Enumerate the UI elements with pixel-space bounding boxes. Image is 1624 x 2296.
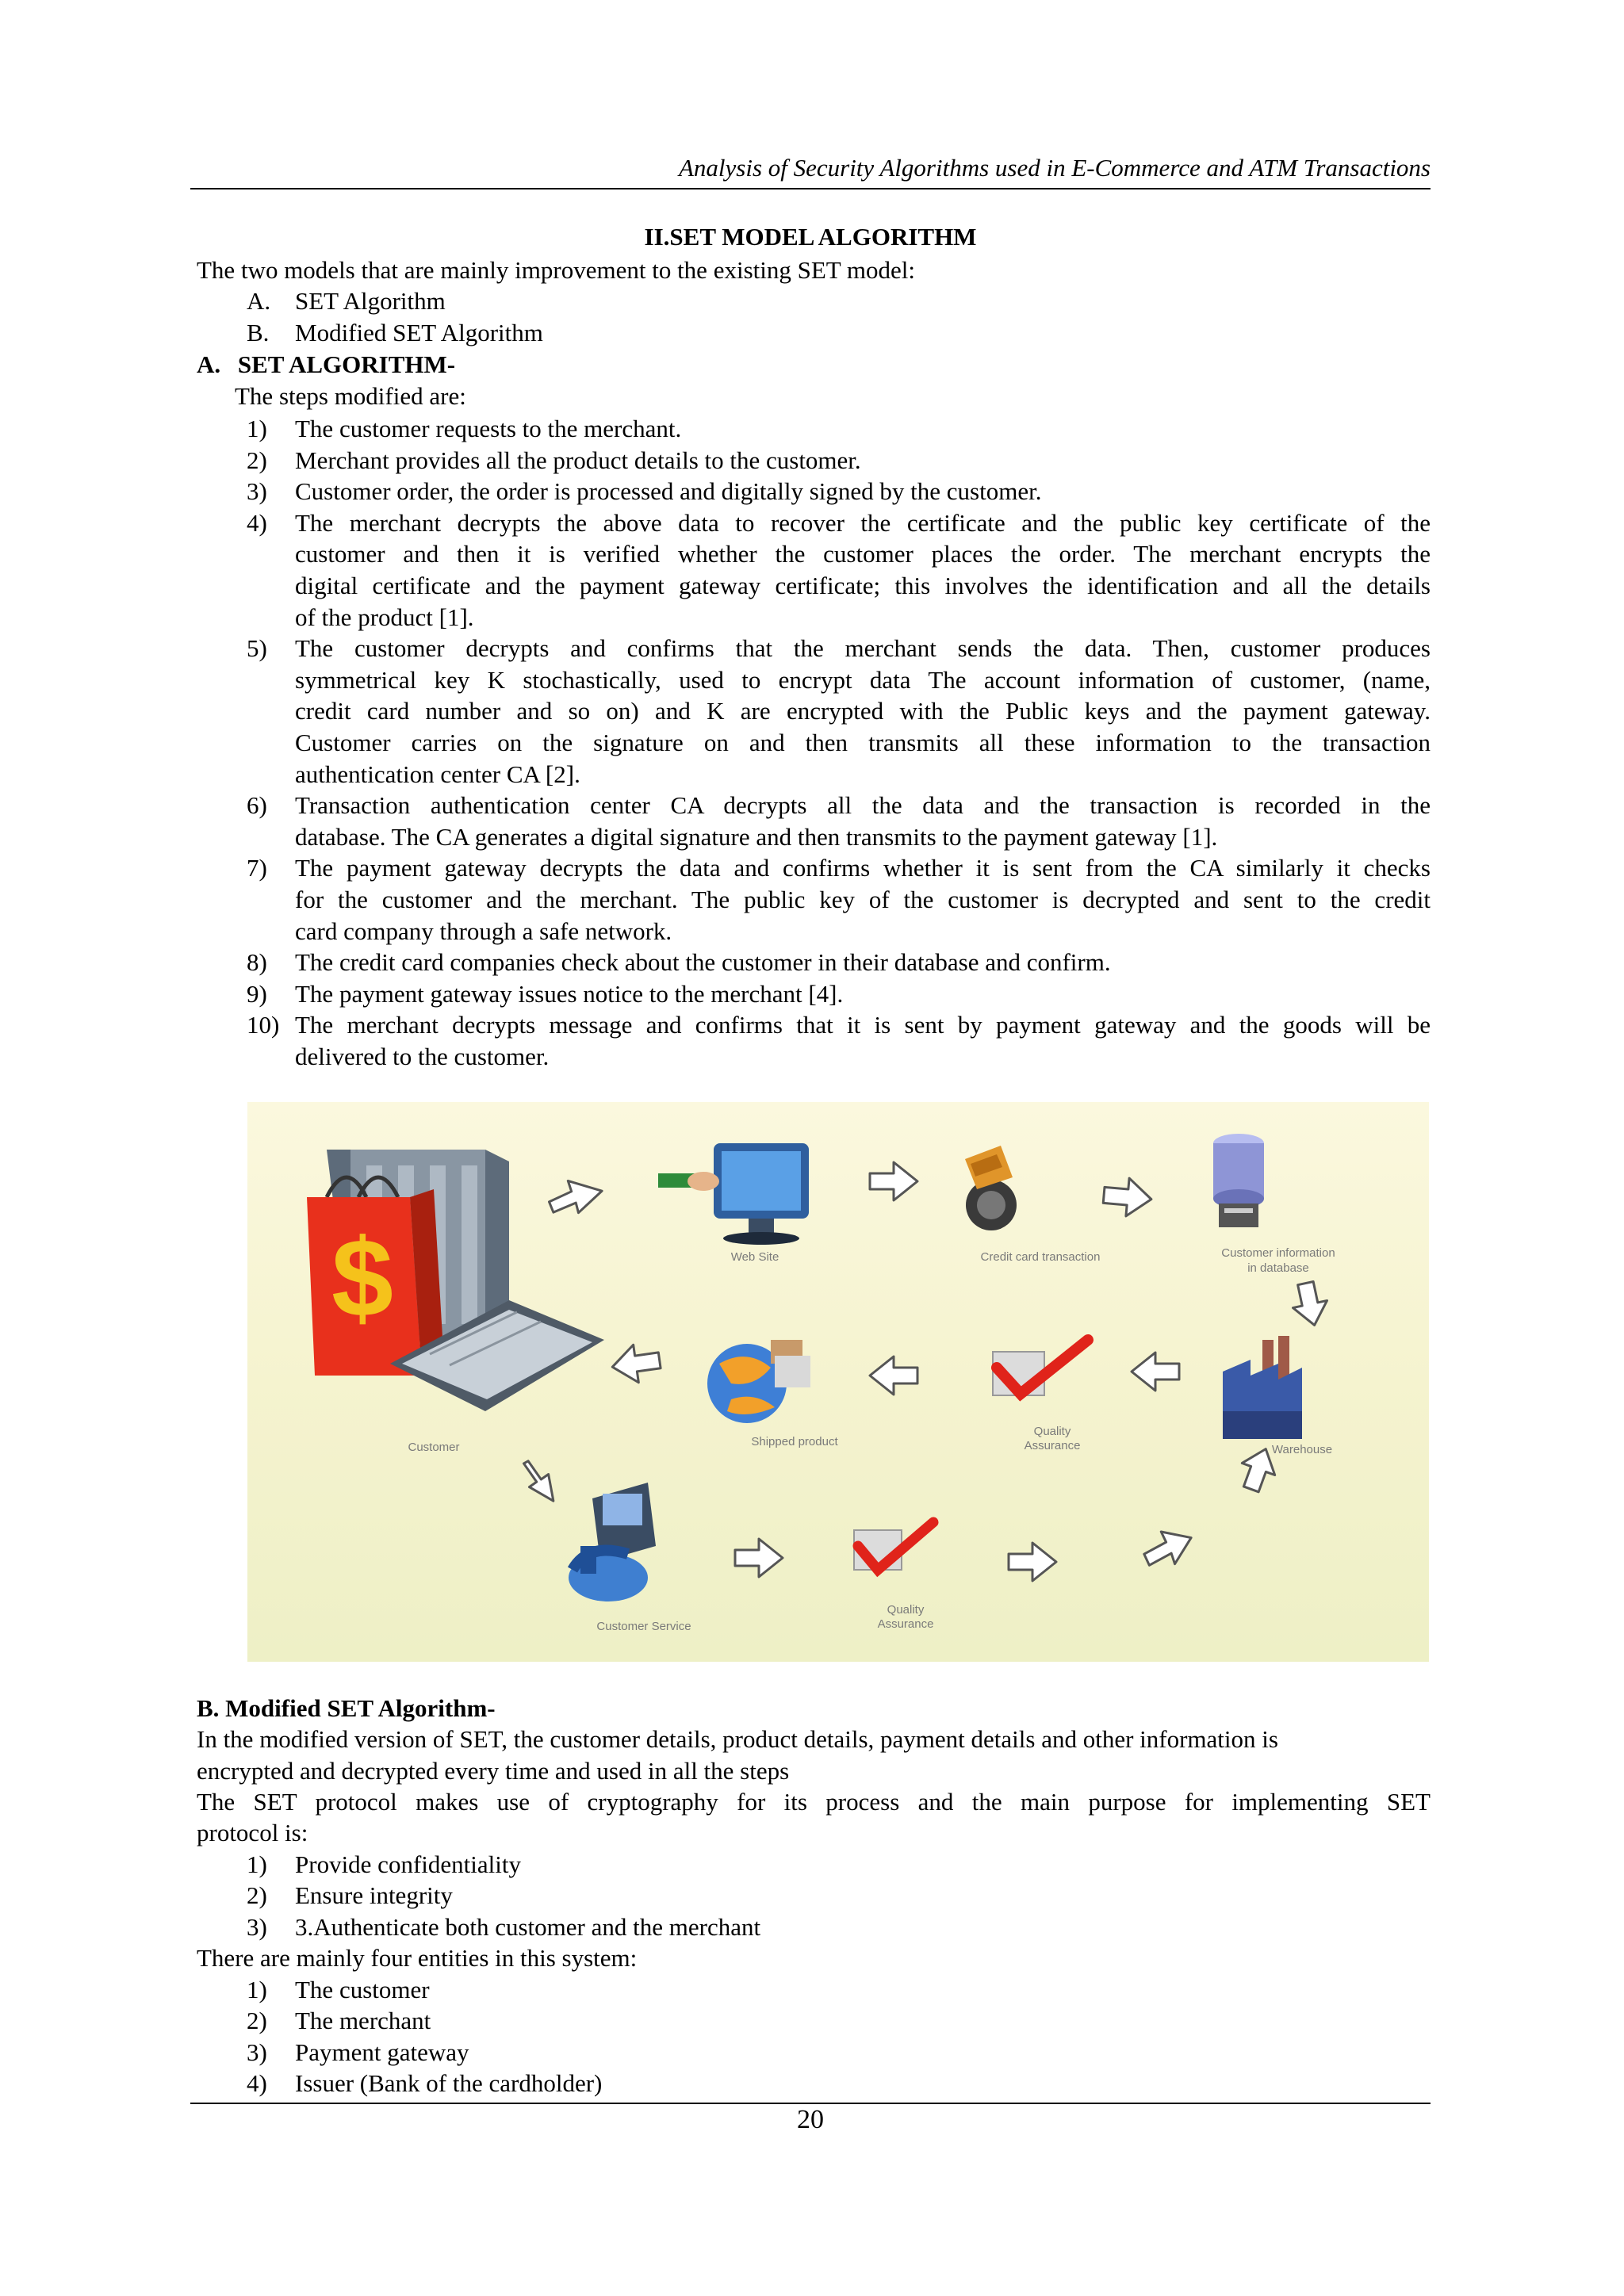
step-text: credit card number and so on) and K are encrypted with the Public keys and the payment gateway. — [295, 697, 1431, 725]
step-text: Merchant provides all the product details to the customer. — [295, 446, 861, 474]
subsection-a-heading — [197, 349, 455, 381]
step-number: 8) — [247, 948, 267, 977]
heading-text: SET ALGORITHM- — [237, 350, 456, 378]
step-number: 2) — [247, 446, 267, 474]
step-text: Transaction authentication center CA decrypts all the data and the transaction is recorded in the — [295, 791, 1431, 820]
svg-text:$: $ — [331, 1215, 393, 1340]
label-assurance-bottom: Assurance — [877, 1617, 934, 1631]
label-warehouse: Warehouse — [1271, 1443, 1333, 1456]
label-quality-bottom: Quality — [887, 1603, 925, 1617]
step-text: customer and then it is verified whether the customer places the order. The merchant encrypts the — [295, 540, 1431, 568]
arrow-down-icon — [1289, 1280, 1331, 1329]
step-text: The credit card companies check about the customer in their database and confirm. — [295, 948, 1111, 977]
arrow-right-icon — [1102, 1176, 1153, 1218]
step-text: database. The CA generates a digital signature and then transmits to the payment gateway [1]. — [295, 822, 1218, 851]
checkmark-icon — [854, 1522, 933, 1570]
step-text: Customer carries on the signature on and then transmits all these information to the transaction — [295, 729, 1431, 756]
list-item-text: Payment gateway — [295, 2038, 469, 2066]
step-number: 7) — [247, 854, 267, 882]
arrow-left-icon — [610, 1341, 662, 1386]
step-number: 6) — [247, 791, 267, 820]
step-text: symmetrical key K stochastically, used to encrypt data The account information of customer, (name, — [295, 665, 1431, 694]
label-customer-info-2: in database — [1247, 1261, 1309, 1275]
label-web-site: Web Site — [730, 1250, 779, 1264]
subsection-a-lead: The steps modified are: — [235, 382, 466, 410]
running-header: Analysis of Security Algorithms used in E-Commerce and ATM Transactions — [678, 154, 1431, 182]
database-icon — [1213, 1134, 1264, 1227]
step-number: 9) — [247, 979, 267, 1008]
label-assurance-mid: Assurance — [1024, 1439, 1081, 1452]
list-item-text: Provide confidentiality — [295, 1850, 521, 1878]
paragraph-line: In the modified version of SET, the customer details, product details, payment details and other information is — [197, 1725, 1278, 1753]
step-text: The merchant decrypts the above data to recover the certificate and the public key certificate of the — [295, 508, 1431, 537]
section-title: II.SET MODEL ALGORITHM — [644, 223, 977, 251]
subsection-b-heading: B. Modified SET Algorithm- — [197, 1694, 496, 1722]
list-marker: A. — [247, 287, 271, 315]
label-customer-service: Customer Service — [596, 1620, 691, 1633]
list-item-text: Modified SET Algorithm — [295, 319, 543, 346]
step-text: The payment gateway issues notice to the merchant [4]. — [295, 979, 844, 1008]
credit-card-icon — [965, 1146, 1017, 1230]
heading-label: A. — [197, 350, 221, 378]
list-marker: 2) — [247, 2007, 267, 2034]
paragraph-line: protocol is: — [197, 1819, 308, 1846]
paragraph-line: encrypted and decrypted every time and used in all the steps — [197, 1757, 790, 1785]
arrow-right-icon — [1009, 1543, 1056, 1581]
list-marker: 1) — [247, 1976, 267, 2003]
arrow-right-icon — [1141, 1527, 1196, 1569]
list-marker: 2) — [247, 1881, 267, 1909]
header-rule — [190, 188, 1431, 189]
arrow-left-icon — [1132, 1353, 1179, 1391]
checkmark-icon — [993, 1340, 1088, 1395]
arrow-right-icon — [546, 1175, 605, 1217]
factory-icon — [1223, 1336, 1302, 1439]
list-marker: 4) — [247, 2069, 267, 2097]
step-text: The customer requests to the merchant. — [295, 415, 682, 442]
set-flow-figure — [247, 1102, 1429, 1662]
paragraph-line: The SET protocol makes use of cryptography for its process and the main purpose for implementing SET — [197, 1788, 1431, 1816]
step-text: authentication center CA [2]. — [295, 760, 580, 788]
label-credit-card: Credit card transaction — [980, 1250, 1101, 1264]
step-number: 3) — [247, 477, 267, 506]
step-text: The customer decrypts and confirms that the merchant sends the data. Then, customer produces — [295, 634, 1431, 663]
telephone-icon — [569, 1483, 656, 1601]
list-item-text: Issuer (Bank of the cardholder) — [295, 2069, 603, 2097]
list-item-text: 3.Authenticate both customer and the merchant — [295, 1913, 761, 1941]
step-number: 4) — [247, 508, 267, 537]
website-monitor-icon — [658, 1143, 809, 1245]
step-number: 1) — [247, 415, 267, 442]
list-item-text: The merchant — [295, 2007, 431, 2034]
list-marker: 3) — [247, 2038, 267, 2066]
step-text: of the product [1]. — [295, 603, 474, 631]
list-item-text: SET Algorithm — [295, 287, 446, 315]
entities-intro: There are mainly four entities in this system: — [197, 1944, 638, 1972]
step-text: card company through a safe network. — [295, 916, 672, 945]
step-text: Customer order, the order is processed and digitally signed by the customer. — [295, 477, 1042, 506]
list-marker: 3) — [247, 1913, 267, 1941]
step-text: digital certificate and the payment gateway certificate; this involves the identification and all the details — [295, 572, 1431, 599]
label-quality-mid: Quality — [1033, 1425, 1071, 1438]
label-customer: Customer — [408, 1441, 460, 1454]
arrow-right-icon — [870, 1162, 917, 1200]
label-shipped-product: Shipped product — [751, 1435, 838, 1448]
list-item-text: The customer — [295, 1976, 430, 2003]
arrow-left-icon — [870, 1357, 917, 1395]
arrow-down-icon — [519, 1460, 560, 1501]
step-number: 10) — [247, 1011, 280, 1039]
section-intro: The two models that are mainly improvement to the existing SET model: — [197, 256, 916, 284]
label-customer-info: Customer information — [1221, 1246, 1335, 1260]
list-item-text: Ensure integrity — [295, 1881, 453, 1909]
list-marker: B. — [247, 319, 270, 346]
list-marker: 1) — [247, 1850, 267, 1878]
page-number: 20 — [797, 2105, 824, 2134]
step-number: 5) — [247, 634, 267, 663]
footer-rule — [190, 2103, 1431, 2104]
step-text: The merchant decrypts message and confirms that it is sent by payment gateway and the goods will be — [295, 1011, 1431, 1039]
globe-icon — [707, 1340, 810, 1423]
step-text: The payment gateway decrypts the data and confirms whether it is sent from the CA similarly it checks — [295, 854, 1431, 882]
step-text: for the customer and the merchant. The public key of the customer is decrypted and sent to the credit — [295, 886, 1431, 913]
step-text: delivered to the customer. — [295, 1043, 550, 1070]
arrow-right-icon — [735, 1539, 783, 1577]
shopping-bag-icon — [307, 1177, 444, 1376]
